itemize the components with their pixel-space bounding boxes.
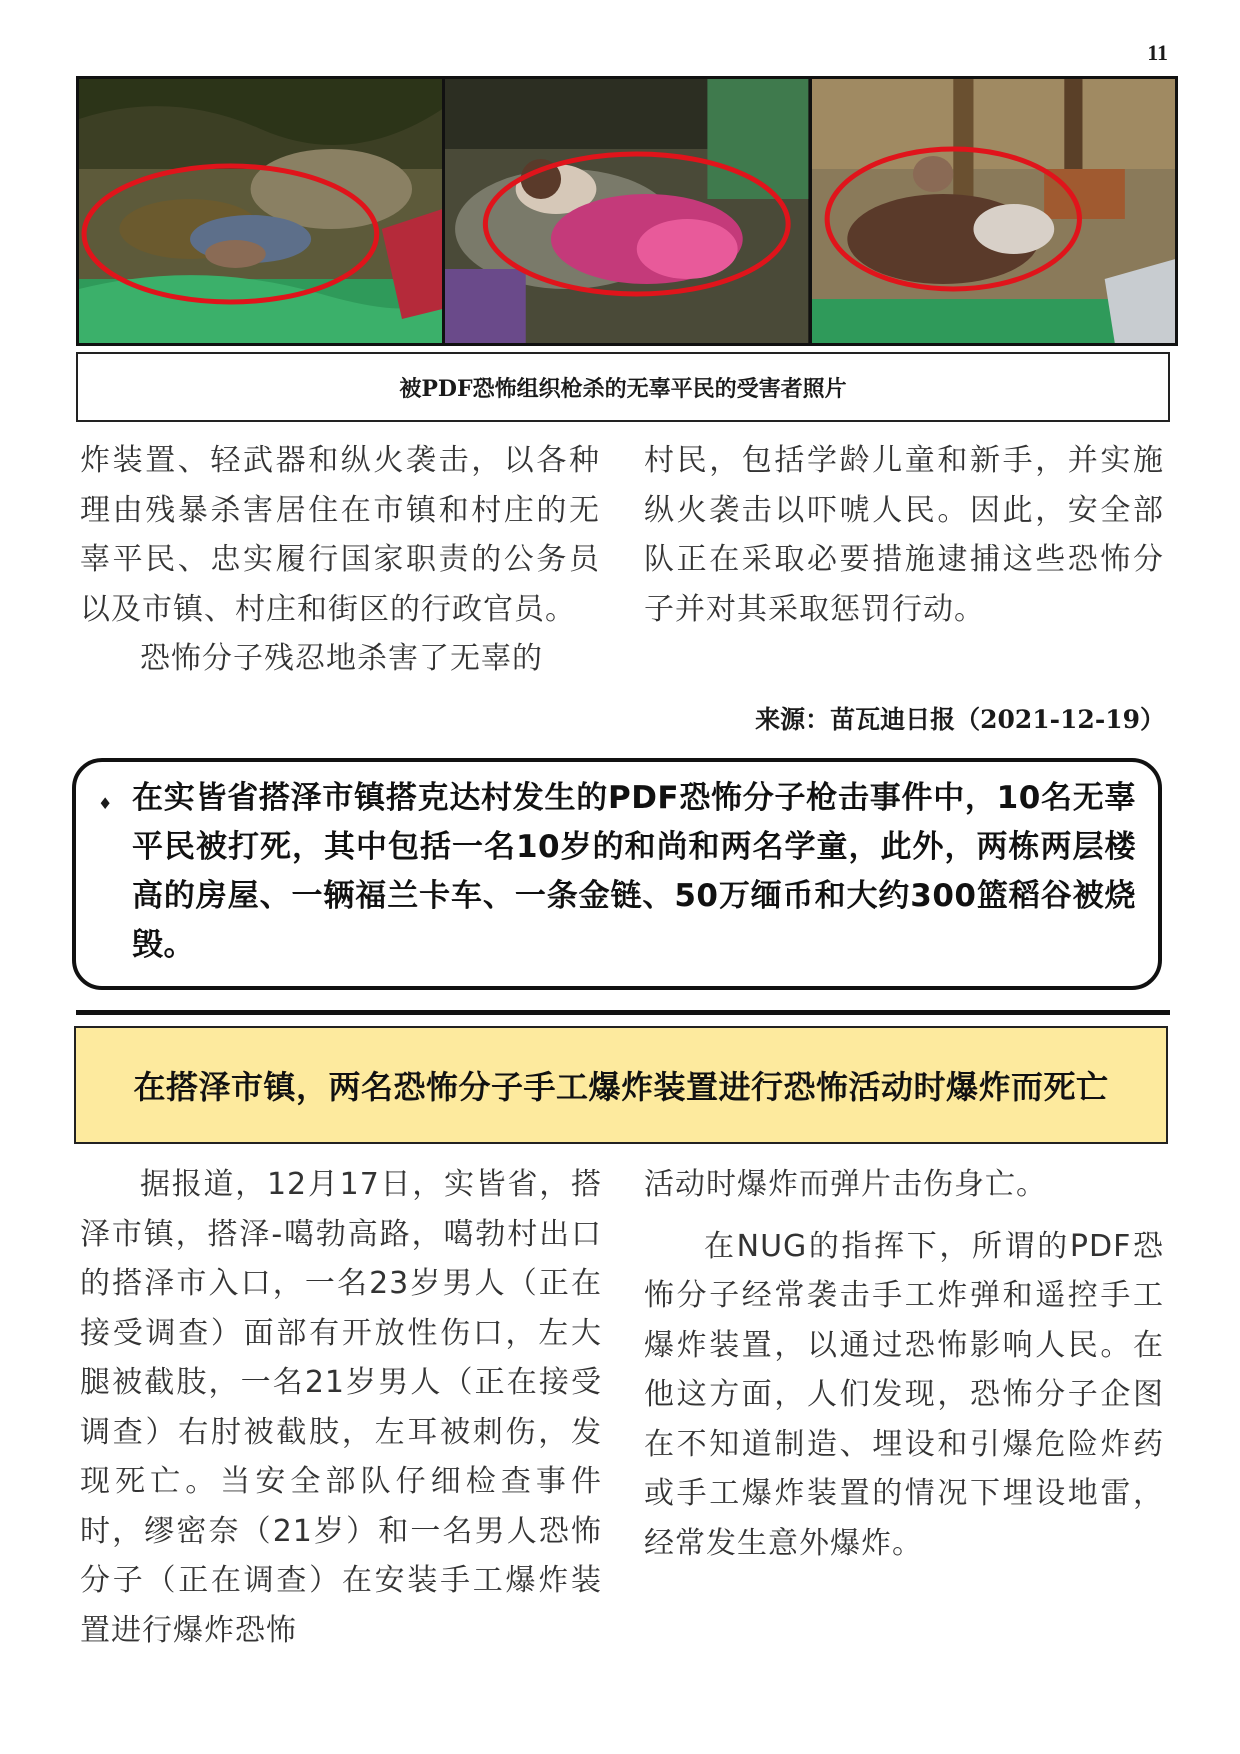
victim-photo-2 bbox=[445, 79, 811, 343]
article1-column-right bbox=[644, 436, 1164, 634]
article1-source: 来源：苗瓦迪日报（2021-12-19） bbox=[755, 705, 1165, 734]
article2-column-right bbox=[644, 1160, 1164, 1568]
article2-column-left bbox=[80, 1160, 602, 1655]
article2-headline: 在搭泽市镇，两名恐怖分子手工爆炸装置进行恐怖活动时爆炸而死亡 bbox=[74, 1026, 1168, 1144]
article1-paragraph: 恐怖分子残忍地杀害了无辜的 bbox=[140, 641, 543, 676]
article1-column-left bbox=[80, 436, 600, 684]
victim-photo-3 bbox=[812, 79, 1175, 343]
article1-paragraph: 村民，包括学龄儿童和新手，并实施纵火袭击以吓唬人民。因此，安全部队正在采取必要措施逮捕这些恐怖分子并对其采取惩罚行动。 bbox=[644, 443, 1164, 627]
article2-paragraph: 在NUG的指挥下，所谓的PDF恐怖分子经常袭击手工炸弹和遥控手工爆炸装置，以通过恐怖影响人民。在他这方面，人们发现，恐怖分子企图在不知道制造、埋设和引爆危险炸药或手工爆炸装置的情况下埋设地雷，经常发生意外爆炸。 bbox=[644, 1228, 1164, 1561]
page-number: 11 bbox=[1147, 40, 1168, 65]
article2-paragraph: 据报道，12月17日，实皆省，搭泽市镇，搭泽-噶勃高路，噶勃村出口的搭泽市入口，一名23岁男人（正在接受调查）面部有开放性伤口，左大腿被截肢，一名21岁男人（正在接受调查）右肘被截肢，左耳被刺伤，发现死亡。当安全部队仔细检查事件时，缪密奈（21岁）和一名男人恐怖分子（正在调查）在安装手工爆炸装置进行爆炸恐怖 bbox=[80, 1167, 602, 1648]
article2-paragraph: 活动时爆炸而弹片击伤身亡。 bbox=[644, 1167, 1047, 1202]
photo-caption: 被PDF恐怖组织枪杀的无辜平民的受害者照片 bbox=[76, 352, 1170, 422]
article1-paragraph: 炸装置、轻武器和纵火袭击，以各种理由残暴杀害居住在市镇和村庄的无辜平民、忠实履行国家职责的公务员以及市镇、村庄和街区的行政官员。 bbox=[80, 443, 600, 627]
highlight-text: 在实皆省搭泽市镇搭克达村发生的PDF恐怖分子枪击事件中，10名无辜平民被打死，其中包括一名10岁的和尚和两名学童，此外，两栋两层楼高的房屋、一辆福兰卡车、一条金链、50万缅币和大约300篮稻谷被烧毁。 bbox=[132, 780, 1136, 963]
bullet-icon: ♦ bbox=[98, 794, 113, 813]
section-divider bbox=[76, 1010, 1170, 1015]
victim-photo-1 bbox=[79, 79, 445, 343]
victim-photo-strip bbox=[76, 76, 1178, 346]
highlight-box bbox=[72, 758, 1162, 990]
